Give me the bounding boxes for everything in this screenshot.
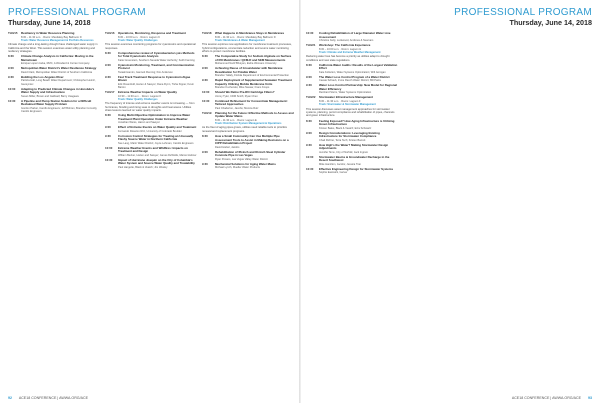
- session-row: [202, 151, 294, 161]
- session-row: [306, 156, 399, 166]
- session-entry: [8, 32, 100, 53]
- session-title: Stormwater Basins & Groundwater Recharge in the Desert Southwest: [319, 154, 390, 163]
- session-title: Metropolitan Water District's Water Resilience Strategy: [21, 66, 97, 71]
- session-time: TH4/16: [105, 32, 115, 35]
- session-entry: [8, 67, 100, 74]
- session-details: Paul Hargette, Black & Veatch; Jim Wesley: [118, 165, 168, 169]
- session-details: Mohammed Nazif Bhuiyan, Ewha Womans University: [215, 62, 277, 66]
- session-description: Climate change and a long-lasting drought have challenged water supply in California and the West. This session examines water utility planning and resiliency strategies.: [8, 43, 98, 53]
- session-description: The frequency of intense and extreme weather events is increasing — from hurricanes, flooding and rising seas to droughts and heat waves. Utilities share lessons learned on water quality impacts.: [105, 102, 195, 113]
- session-details: Erik Rosenfeld, Hazen & Sawyer; Dana Flynn, Tisha Kipper, Kevin Barton: [118, 82, 194, 90]
- session-row: [105, 64, 197, 74]
- session-row: [306, 32, 399, 42]
- session-description: This session examines monitoring programs for cyanotoxins and operational responses.: [105, 43, 196, 50]
- session-time: 10:30: [8, 98, 16, 103]
- session-time: 10:30: [306, 32, 314, 35]
- session-description: This session explores new applications for membrane treatment processes, hybrid configurations, concentrate reduction and source water monitoring efforts to protect membrane facilities.: [202, 43, 292, 53]
- session-row: [105, 135, 197, 145]
- session-entry: [306, 64, 399, 74]
- session-body: [215, 32, 294, 42]
- session-details: Kate Kollarton, Water Systems Optimization; Will Jernigan: [319, 70, 386, 74]
- right-columns: [306, 32, 592, 176]
- session-body: [319, 64, 399, 74]
- session-entry: [202, 79, 294, 89]
- session-title: Effective Engineering Design for Stormwater Systems: [319, 166, 394, 171]
- session-details: 8:30 – 11:30 a.m. · Room: Lagoon F: [319, 99, 361, 103]
- session-track: Track: Membranes & Water Management: [215, 38, 265, 42]
- session-row: [202, 112, 294, 125]
- right-page: [300, 0, 600, 403]
- session-row: [105, 126, 197, 133]
- session-row: [202, 55, 294, 65]
- session-time: 9:30: [105, 133, 111, 138]
- session-details: Brandon Kuchenski, Mike Nassar, Frans Knops: [215, 86, 270, 90]
- session-body: [215, 55, 294, 65]
- session-title: Should We Retire Pre-RO Cartridge Filters?: [215, 90, 275, 95]
- session-title: Comprehensive review of Cyanobacteria Lysis Methods for Total Cyanotoxin Analysis: [118, 50, 195, 59]
- session-entry: [306, 120, 399, 130]
- session-entry: [306, 84, 399, 94]
- session-details: David Hiebel, Jacobs: [215, 145, 240, 149]
- session-row: [202, 91, 294, 98]
- session-details: Reinhard Sturm, Water Systems Optimization: [319, 91, 372, 95]
- session-row: [8, 67, 100, 74]
- session-title: How a Small Community Can Use Multiple Pipe Assessment Tools to Assist in Making Decisions on a CIPP Rehabilitation Project: [215, 134, 289, 146]
- session-title: Feeling Exposed? How Aging Infrastructure is Utilizing Green Infrastructure: [319, 118, 395, 127]
- session-body: [118, 76, 197, 89]
- session-row: [8, 32, 100, 42]
- session-track: Track: Water Resource Management & Portfolio Resources: [21, 38, 94, 42]
- session-time: TH4/19: [202, 110, 212, 115]
- session-details: Taraali Hamim, Gannett Fleming; Kim Anderson: [118, 70, 173, 74]
- session-row: [105, 76, 197, 89]
- session-entry: [306, 32, 399, 42]
- session-body: [215, 112, 294, 125]
- left-columns: [8, 32, 294, 171]
- footer-separator: |: [57, 396, 59, 400]
- session-details: Katie Greenstein, Southern Nevada Water Authority; Keith Fanning: [118, 58, 195, 62]
- session-title: Design Considerations: Leveraging Existing Infrastructure for Stormwater Compliance: [319, 130, 380, 139]
- session-entry: [105, 114, 197, 124]
- session-title: Mechanical Solutions for Aging Water Mains: [215, 161, 276, 166]
- session-row: [105, 52, 197, 62]
- session-body: [319, 44, 399, 54]
- session-details: Gordon Parker, Carollo Engineers; Jeff Bohren, Brandon Connolly, Carollo Engineers: [21, 106, 98, 113]
- session-title: Corrosion Control Strategies for Treating an Unusually Flashy Source Water in Northern California: [118, 133, 194, 142]
- session-details: David Clark, Metropolitan Water District of Southern California: [21, 70, 93, 74]
- session-time: 9:00: [202, 66, 208, 71]
- session-body: [215, 79, 294, 89]
- session-track: Track: Water Quality Challenges: [118, 38, 158, 42]
- program-column: [105, 32, 197, 171]
- session-time: 9:00: [105, 62, 111, 67]
- session-details: 8:30 – 10:00 a.m. · Room: Lagoon K: [118, 35, 160, 39]
- session-entry: [306, 96, 399, 117]
- session-body: [319, 132, 399, 142]
- session-title: Planning for the Future: Effective Methods to Assess and Update Water Mains: [215, 110, 294, 119]
- session-body: [319, 84, 399, 94]
- session-entry: [306, 132, 399, 142]
- session-row: [8, 55, 100, 65]
- session-title: Climate Change Analysis in California: Moving to the Mainstream: [21, 54, 94, 62]
- page-date: Thursday, June 14, 2018: [8, 18, 91, 27]
- session-time: TH4/15: [8, 32, 18, 35]
- session-title: The Water Loss Control Program of a Water District: [319, 74, 390, 79]
- session-track: Track: Climate and Extreme Weather Management: [319, 50, 381, 54]
- session-details: Kirsten Bales, Black & Veatch; Ezra Schwartz: [319, 126, 372, 130]
- session-body: [215, 163, 294, 170]
- session-description: As the fleet of aging pipes grows, utilities need reliable tools to prioritize renewal and replacement programs.: [202, 126, 288, 133]
- session-body: [319, 168, 399, 175]
- session-details: 10:30 – 11:30 a.m. · Room: Lagoon K: [118, 94, 162, 98]
- session-body: [118, 114, 197, 124]
- session-body: [319, 156, 399, 166]
- session-details: Michael Lynch, Mueller Water Products: [215, 166, 260, 170]
- session-time: 8:30: [306, 62, 312, 67]
- session-body: [319, 120, 399, 130]
- session-time: 10:30: [306, 166, 314, 171]
- session-body: [21, 32, 100, 42]
- session-body: [215, 67, 294, 77]
- session-row: [105, 159, 197, 169]
- session-time: 8:30: [8, 54, 14, 59]
- session-details: Jennifer Sims, City of Norfolk; Jack Ingram: [319, 150, 369, 154]
- right-footer: [512, 396, 592, 400]
- session-body: [319, 96, 399, 106]
- session-details: Paul Chaderton, Jacobs; Monica Ruiz: [215, 106, 259, 110]
- session-details: 8:30 – 11:30 a.m. · Room: Lagoon E: [215, 118, 257, 122]
- session-title: Cooling Rehabilitation of Large Diameter Water Line Assessment: [319, 32, 391, 39]
- session-body: [118, 64, 197, 74]
- session-title: Extreme Weather Impacts on Water Quality: [118, 90, 177, 95]
- session-body: [215, 151, 294, 161]
- magazine-name: ACE18 CONFERENCE: [18, 396, 57, 400]
- session-details: 8:30 – 11:30 a.m. · Room: Mandalay Bay Ballroom D: [215, 35, 276, 39]
- session-time: TH4/22: [306, 95, 316, 100]
- session-time: 9:30: [105, 74, 111, 79]
- session-row: [306, 144, 399, 154]
- session-time: 10:00: [306, 154, 314, 159]
- session-row: [8, 88, 100, 98]
- session-title: Workshop: The California Experience: [319, 43, 371, 47]
- session-title: California Water Audits: Results of the Largest Validation Effort: [319, 62, 398, 71]
- session-row: [306, 96, 399, 106]
- session-entry: [202, 151, 294, 161]
- session-title: How High's the Water? Making Stormwater Design Adjustments: [319, 142, 389, 151]
- session-entry: [8, 100, 100, 113]
- website: AWWA.ORG/ACE: [59, 396, 88, 400]
- session-details: William Becker, Hazen and Sawyer; James DeWolfe, Marcel Hubner: [118, 153, 197, 157]
- session-details: Jonathan Weiss, Hazen and Sawyer: [118, 121, 160, 125]
- session-time: 9:30: [202, 78, 208, 83]
- session-body: [215, 135, 294, 149]
- session-track: Track: Stormwater & Stormwater Management: [319, 103, 376, 107]
- session-body: [21, 55, 100, 65]
- session-title: Adapting to Predicted Climate Changes in Honolulu's Water Supply and Infrastructure: [21, 86, 95, 95]
- session-details: Sue Lang, Marin Water District; Joyce Lehman, Carollo Engineers: [118, 141, 194, 145]
- session-details: Enrique Lopez-Calva, RMC, A Woodard & Curran Company: [21, 62, 90, 66]
- session-entry: [105, 135, 197, 145]
- session-details: Cassie Schaub, Irvine Ranch Water District; Bill Parks: [319, 79, 381, 83]
- session-time: 9:30: [202, 161, 208, 166]
- session-entry: [202, 91, 294, 98]
- session-time: 10:00: [105, 145, 113, 150]
- program-column: [306, 32, 399, 176]
- session-title: Rapid Deployment of Supplemental Seawater Treatment Capacity Utilizing Mobile Membrane Units: [215, 78, 292, 86]
- session-row: [105, 114, 197, 124]
- session-row: [306, 168, 399, 175]
- session-row: [202, 100, 294, 110]
- session-details: Chad Richter, Tetra Tech; Kristen Barrett: [319, 138, 366, 142]
- session-time: 8:30: [105, 50, 111, 55]
- session-entry: [202, 67, 294, 77]
- session-body: [215, 91, 294, 98]
- session-entry: [306, 76, 399, 83]
- session-details: Jimmy Tyler, CDM Smith; Ryan Chen: [215, 94, 258, 98]
- session-time: 8:30: [306, 118, 312, 123]
- session-track: Track: Distribution System Management & Operations: [215, 122, 282, 126]
- session-title: Achieving Reuse of Groundwater with Membrane Desalination for Potable Water: [215, 66, 283, 74]
- page-title: PROFESSIONAL PROGRAM: [8, 7, 146, 18]
- session-time: 9:30: [306, 142, 312, 147]
- session-time: 8:30: [105, 113, 111, 118]
- session-time: 9:00: [306, 130, 312, 135]
- session-time: 10:00: [8, 86, 16, 91]
- session-body: [21, 67, 100, 74]
- session-entry: [306, 168, 399, 175]
- session-entry: [105, 91, 197, 112]
- session-time: 10:30: [105, 157, 113, 162]
- session-row: [105, 147, 197, 157]
- session-row: [202, 163, 294, 170]
- session-time: 9:30: [8, 74, 14, 79]
- session-body: [118, 91, 197, 101]
- session-row: [105, 32, 197, 42]
- session-details: 8:30 – 10:00 a.m. · Room: Lagoon H: [319, 47, 362, 51]
- session-entry: [105, 159, 197, 169]
- session-row: [8, 76, 100, 86]
- session-time: 9:00: [105, 125, 111, 130]
- session-entry: [202, 112, 294, 133]
- session-row: [202, 32, 294, 42]
- session-track: Track: Water Quality Challenges: [118, 97, 158, 101]
- session-entry: [105, 64, 197, 74]
- session-time: 9:00: [8, 66, 14, 71]
- session-title: Rehabilitation of 66-Inch and 84-Inch Steel Cylinder Concrete Pipe in Las Vegas: [215, 149, 286, 158]
- left-footer: [8, 396, 88, 400]
- session-time: TH4/21: [306, 43, 316, 47]
- session-details: Fernando Rosario-Ortiz, University of Colorado Boulder: [118, 129, 182, 133]
- session-time: 10:00: [202, 90, 210, 95]
- session-row: [306, 132, 399, 142]
- session-description: This session discusses asset management approaches for stormwater systems, planning, permit compliance and rehabilitation of pipes, channels and green infrastructure.: [306, 107, 395, 118]
- session-row: [306, 64, 399, 74]
- website: AWWA.ORG/ACE: [552, 396, 581, 400]
- session-row: [105, 91, 197, 101]
- session-title: A Pipeline and Pump Station Solution for a Difficult Reclaimed Water Supply Problem: [21, 98, 92, 107]
- session-details: Brandon Yallaly, Florida Department of Environmental Protection: [215, 74, 289, 78]
- session-entry: [8, 76, 100, 86]
- session-body: [215, 100, 294, 110]
- session-title: Water Loss Control Partnership: New Model for Regional Water Efficiency: [319, 83, 397, 91]
- program-column: [202, 32, 294, 171]
- session-row: [202, 67, 294, 77]
- session-title: Cyanotoxin Monitoring, Treatment, and Communication Protocol: [118, 62, 195, 71]
- session-body: [118, 32, 197, 42]
- magazine-name: ACE18 CONFERENCE: [511, 396, 550, 400]
- session-details: Christine Kelly, Lockwood, Andrews & Newnam: [319, 39, 374, 42]
- session-body: [21, 100, 100, 113]
- session-row: [202, 135, 294, 149]
- session-entry: [8, 88, 100, 98]
- session-entry: [202, 55, 294, 65]
- session-entry: [202, 32, 294, 53]
- footer-separator: |: [550, 396, 552, 400]
- session-body: [118, 135, 197, 145]
- session-entry: [306, 156, 399, 166]
- session-title: What Happens in Membranes Stays in Membranes: [215, 32, 285, 35]
- session-title: Operations, Monitoring, Response and Treatment: [118, 32, 186, 35]
- session-body: [21, 76, 100, 86]
- session-title: Continued Refinement for Concentrate Management: Tailored Approaches: [215, 98, 288, 107]
- session-entry: [105, 126, 197, 133]
- session-title: Resiliency in Water Resource Planning: [21, 32, 75, 35]
- session-body: [319, 76, 399, 83]
- page-date: Thursday, June 14, 2018: [509, 18, 592, 27]
- session-time: 9:30: [306, 83, 312, 88]
- session-time: 10:30: [202, 98, 210, 103]
- session-body: [118, 159, 197, 169]
- session-details: Patricia Hall, Long Beach Water Department; Christopher Heintz, Geosyntec: [21, 79, 96, 86]
- session-details: Susan Miller, Brown and Caldwell; Barry Usagawa: [21, 94, 79, 98]
- session-body: [118, 126, 197, 133]
- session-details: 8:30 – 11:30 a.m. · Room: Mandalay Bay Ballroom D: [21, 35, 82, 39]
- page-number: 93: [588, 396, 592, 400]
- session-title: Fast Track Treatment Response to Cyanotoxin Algae Bloom: [118, 74, 191, 83]
- session-time: 8:30: [202, 134, 208, 139]
- session-row: [306, 120, 399, 130]
- session-body: [319, 144, 399, 154]
- page-number: 92: [8, 396, 12, 400]
- session-description: Reducing water loss has become a priority as utilities adapt to drought conditions and new state regulations.: [306, 55, 390, 62]
- session-title: Effect of Extreme Events on Water Quality and Treatment: [118, 125, 197, 130]
- program-column: [8, 32, 100, 171]
- session-entry: [306, 44, 399, 62]
- session-entry: [202, 163, 294, 170]
- session-entry: [306, 144, 399, 154]
- session-time: 9:00: [306, 74, 312, 79]
- session-body: [118, 52, 197, 62]
- session-entry: [105, 52, 197, 62]
- session-title: The Comparative Study for Sodium Alginate on Surface of RO Membranes: QCM-D and SEM Measurements: [215, 54, 292, 62]
- session-body: [319, 32, 399, 42]
- session-details: Ryan Powers, Las Vegas Valley Water District: [215, 157, 268, 161]
- session-time: 9:00: [202, 149, 208, 154]
- session-row: [306, 76, 399, 83]
- session-entry: [202, 100, 294, 110]
- session-time: TH4/18: [202, 32, 212, 35]
- session-title: Stormwater Infrastructure Management: [319, 95, 373, 100]
- session-title: Impact of Hurricane Joaquin on the City of Columbia's Water System and Source Water Quality and Treatability: [118, 157, 195, 166]
- session-title: Extreme Weather Events and Wildfires: Impacts on Treatment and Design: [118, 145, 188, 154]
- session-title: Using Multi-Objective Optimization to Improve Water Treatment Plant Operation Under Extreme Weather: [118, 113, 191, 121]
- session-entry: [105, 76, 197, 89]
- page-title: PROFESSIONAL PROGRAM: [454, 7, 592, 18]
- session-entry: [8, 55, 100, 65]
- session-title: Building the Los Angeles River: [21, 74, 64, 79]
- session-row: [8, 100, 100, 113]
- session-row: [202, 79, 294, 89]
- session-entry: [105, 32, 197, 50]
- session-row: [306, 84, 399, 94]
- session-details: Sophie Eastwick, Garver: [319, 171, 348, 175]
- session-entry: [105, 147, 197, 157]
- session-details: Mike Hamilton, Jacobs; Jessica Tran: [319, 162, 362, 166]
- session-row: [306, 44, 399, 54]
- session-body: [21, 88, 100, 98]
- session-time: TH4/17: [105, 90, 115, 95]
- session-body: [118, 147, 197, 157]
- session-entry: [202, 135, 294, 149]
- session-time: 8:30: [202, 54, 208, 59]
